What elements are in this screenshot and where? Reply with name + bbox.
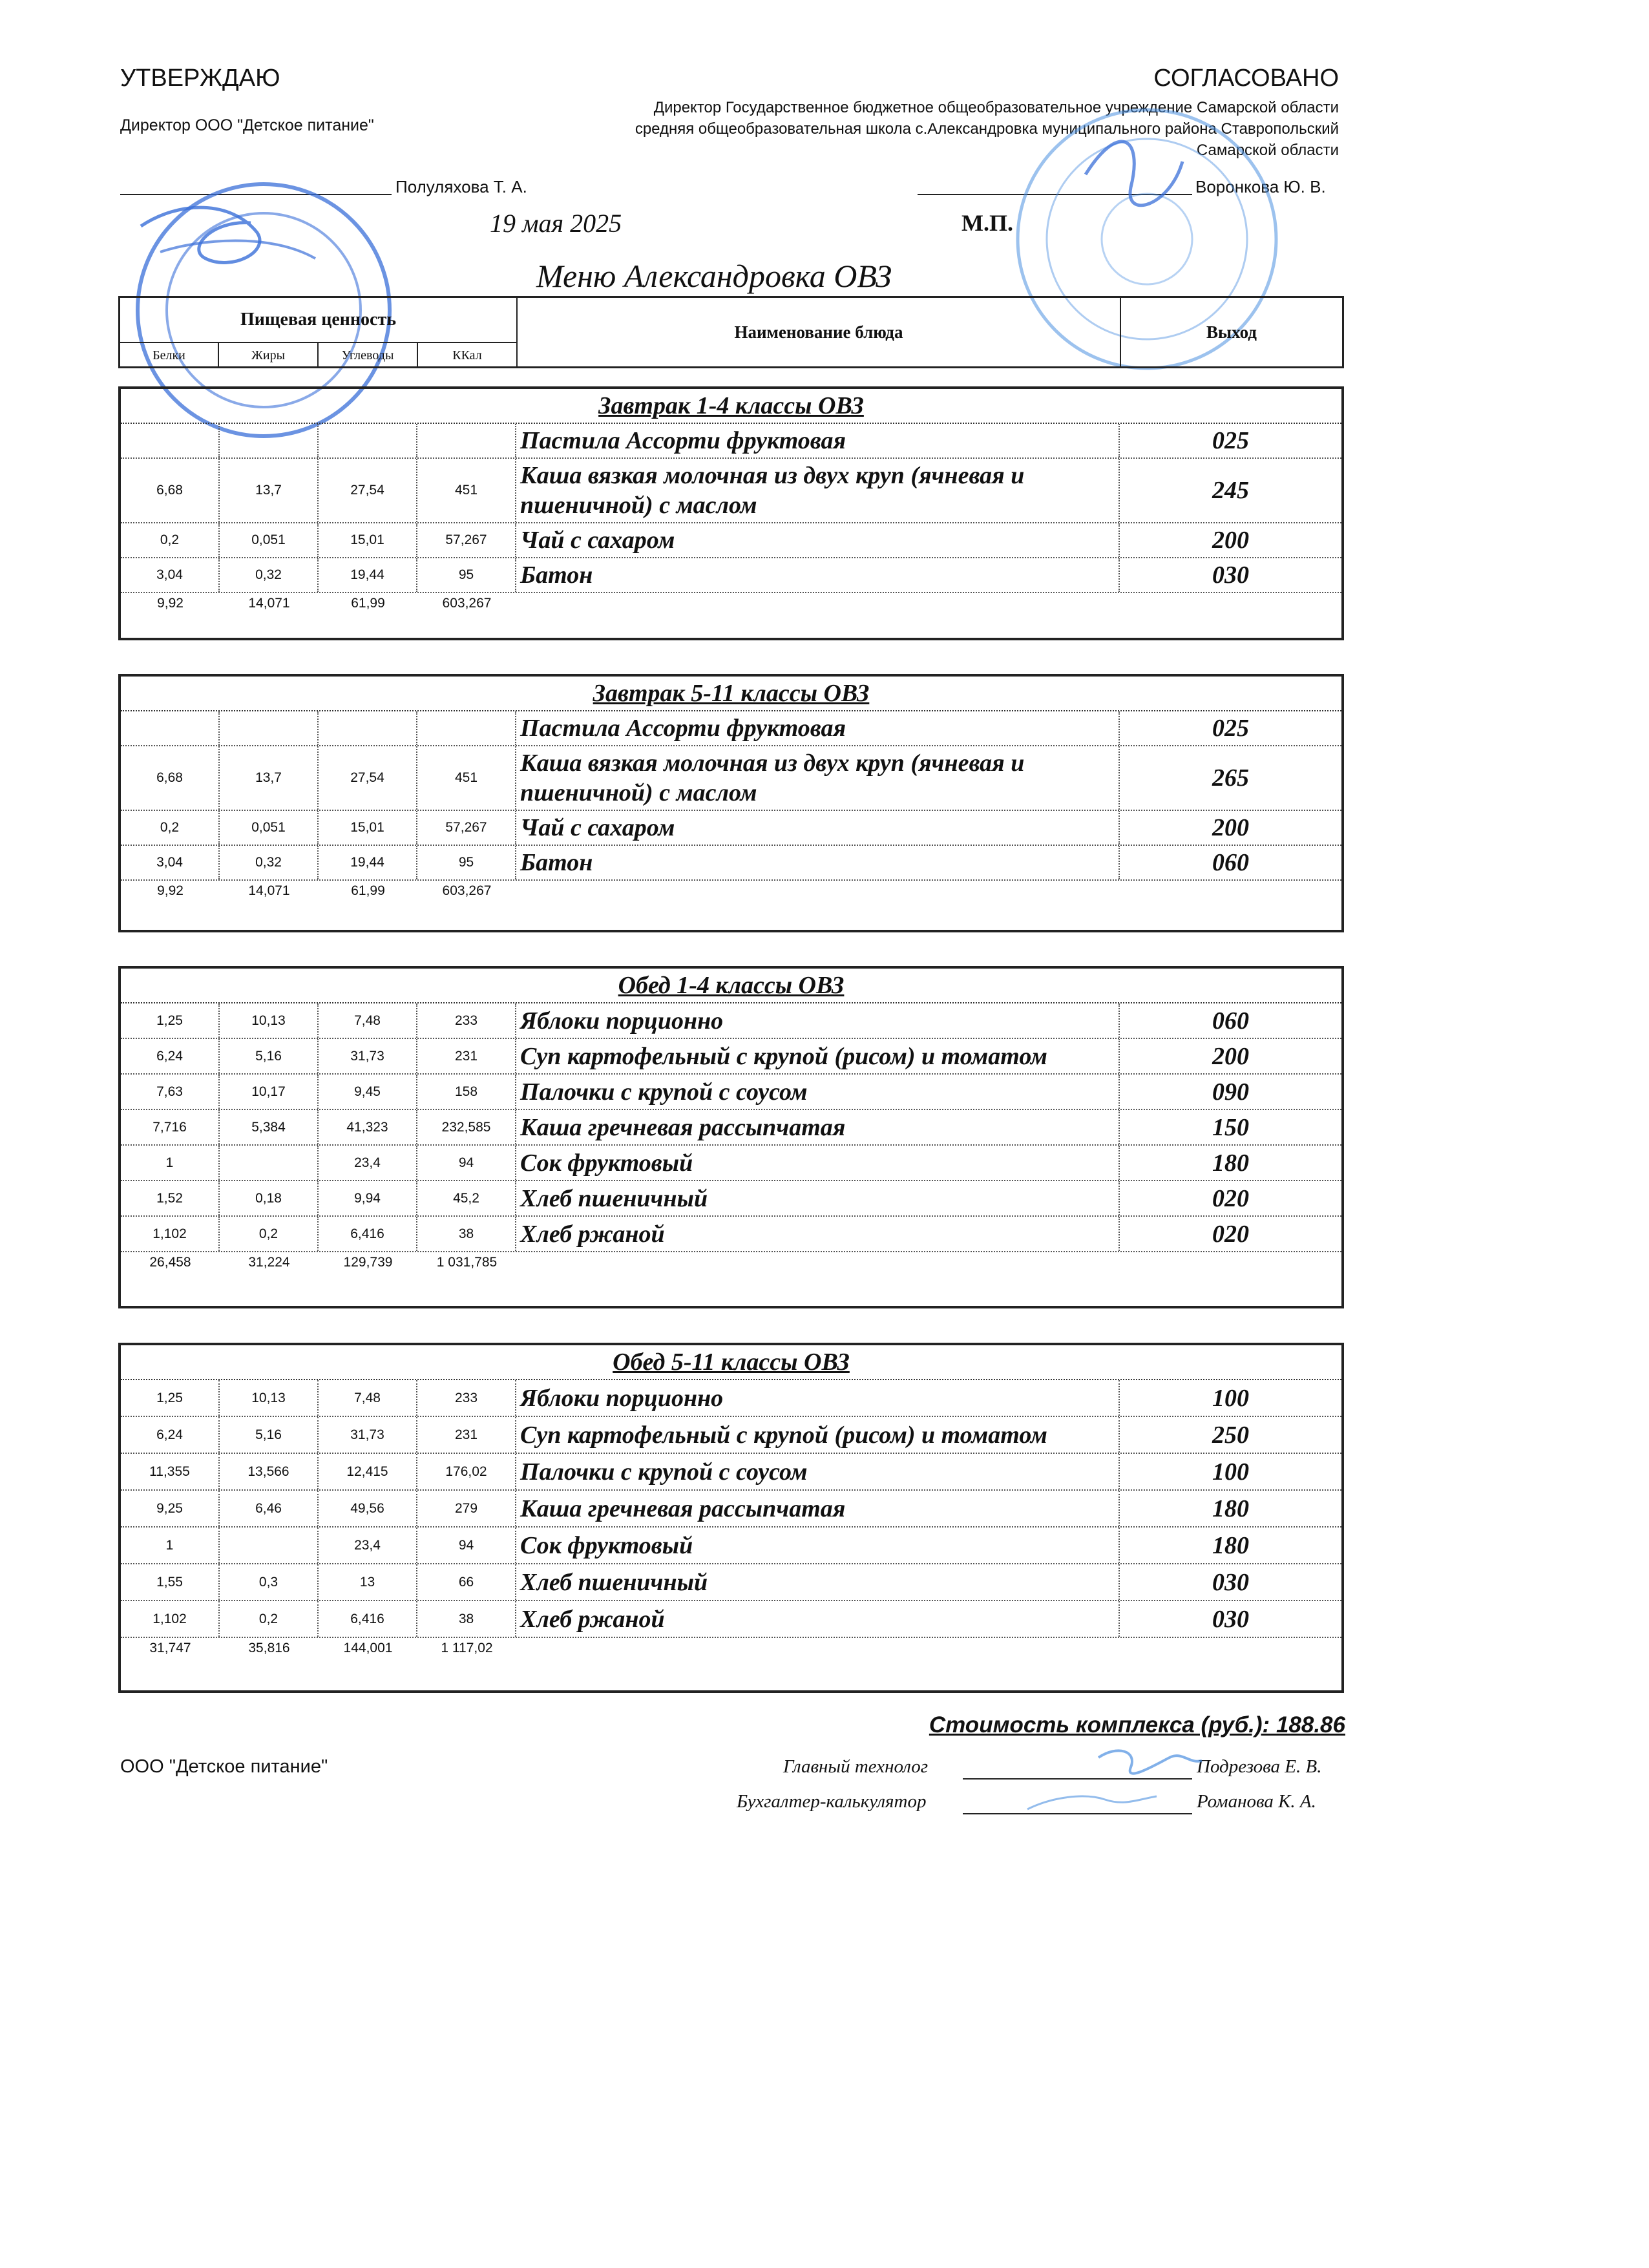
protein-total: 9,92 <box>157 883 184 898</box>
table-row <box>121 711 1341 746</box>
menu-section <box>118 674 1344 932</box>
dish-cell: Суп картофельный с крупой (рисом) и томатом <box>516 1417 1120 1453</box>
dish-cell: Хлеб пшеничный <box>516 1564 1120 1600</box>
table-row <box>121 811 1341 846</box>
carbs-total: 61,99 <box>351 883 385 898</box>
output-cell: 025 <box>1212 427 1249 454</box>
dish-cell: Палочки с крупой с соусом <box>516 1075 1120 1109</box>
accountant-label: Бухгалтер-калькулятор <box>737 1791 927 1812</box>
footer-signature-icon <box>1008 1738 1241 1829</box>
dish-cell: Каша вязкая молочная из двух круп (ячневая и пшеничной) с маслом <box>516 746 1120 810</box>
fat-cell <box>220 1528 319 1563</box>
section-title: Завтрак 5-11 классы ОВЗ <box>121 677 1341 711</box>
fat-cell: 5,16 <box>220 1417 319 1453</box>
protein-cell: 1,25 <box>121 1380 220 1416</box>
kcal-cell: 38 <box>417 1601 516 1637</box>
dish-cell: Пастила Ассорти фруктовая <box>516 711 1120 745</box>
carbs-cell: 15,01 <box>319 811 417 845</box>
table-row <box>121 846 1341 881</box>
approve-role: Директор ООО "Детское питание" <box>120 116 374 134</box>
kcal-cell: 233 <box>417 1380 516 1416</box>
fat-cell <box>220 424 319 457</box>
dish-cell: Чай с сахаром <box>516 811 1120 845</box>
menu-section <box>118 966 1344 1308</box>
kcal-cell: 66 <box>417 1564 516 1600</box>
protein-cell: 1 <box>121 1528 220 1563</box>
table-row <box>121 1146 1341 1181</box>
carbs-cell: 7,48 <box>319 1380 417 1416</box>
protein-cell: 1,102 <box>121 1601 220 1637</box>
protein-cell: 6,68 <box>121 459 220 522</box>
kcal-total: 603,267 <box>442 596 492 611</box>
approve-name: Полуляхова Т. А. <box>395 177 527 196</box>
output-cell: 200 <box>1212 527 1249 554</box>
protein-cell: 1,55 <box>121 1564 220 1600</box>
output-cell: 245 <box>1212 477 1249 504</box>
carbs-cell: 31,73 <box>319 1039 417 1073</box>
dish-cell: Суп картофельный с крупой (рисом) и томатом <box>516 1039 1120 1073</box>
fat-total: 31,224 <box>248 1255 290 1270</box>
dish-cell: Каша вязкая молочная из двух круп (ячневая и пшеничной) с маслом <box>516 459 1120 522</box>
kcal-cell: 232,585 <box>417 1110 516 1144</box>
table-row <box>121 1417 1341 1454</box>
kcal-cell: 231 <box>417 1417 516 1453</box>
total-row <box>121 1252 1341 1304</box>
page-title: Меню Александровка ОВЗ <box>536 258 892 294</box>
output-cell: 200 <box>1212 814 1249 841</box>
fat-total: 14,071 <box>248 596 290 611</box>
protein-cell: 3,04 <box>121 558 220 592</box>
kcal-heading: ККал <box>418 343 518 368</box>
protein-cell: 6,24 <box>121 1039 220 1073</box>
output-cell: 020 <box>1212 1184 1249 1212</box>
table-row <box>121 1491 1341 1528</box>
fat-cell: 0,32 <box>220 558 319 592</box>
total-row <box>121 1638 1341 1690</box>
carbs-cell: 19,44 <box>319 846 417 879</box>
protein-cell: 0,2 <box>121 523 220 557</box>
fat-total: 14,071 <box>248 883 290 898</box>
table-row <box>121 424 1341 459</box>
tech-name: Подрезова Е. В. <box>1197 1756 1322 1777</box>
carbs-heading: Углеводы <box>319 343 418 368</box>
carbs-cell: 9,94 <box>319 1181 417 1215</box>
protein-cell: 3,04 <box>121 846 220 879</box>
carbs-cell: 6,416 <box>319 1217 417 1251</box>
table-row <box>121 1075 1341 1110</box>
dish-cell: Палочки с крупой с соусом <box>516 1454 1120 1489</box>
table-row <box>121 1528 1341 1564</box>
protein-cell <box>121 424 220 457</box>
fat-cell: 13,7 <box>220 746 319 810</box>
menu-date: 19 мая 2025 <box>490 209 622 238</box>
agreed-heading: СОГЛАСОВАНО <box>1153 65 1339 92</box>
output-cell: 100 <box>1212 1458 1249 1486</box>
output-cell: 250 <box>1212 1421 1249 1449</box>
section-title: Обед 5-11 классы ОВЗ <box>121 1345 1341 1380</box>
carbs-total: 129,739 <box>343 1255 393 1270</box>
table-row <box>121 1601 1341 1638</box>
kcal-cell: 95 <box>417 846 516 879</box>
fat-cell: 0,32 <box>220 846 319 879</box>
fat-cell: 5,16 <box>220 1039 319 1073</box>
kcal-cell: 231 <box>417 1039 516 1073</box>
output-cell: 025 <box>1212 715 1249 742</box>
kcal-cell: 279 <box>417 1491 516 1526</box>
table-row <box>121 746 1341 811</box>
output-cell: 060 <box>1212 1007 1249 1034</box>
dish-cell: Чай с сахаром <box>516 523 1120 557</box>
carbs-total: 61,99 <box>351 596 385 611</box>
output-cell: 060 <box>1212 849 1249 876</box>
output-cell: 200 <box>1212 1042 1249 1070</box>
kcal-cell: 451 <box>417 746 516 810</box>
carbs-cell: 15,01 <box>319 523 417 557</box>
fat-cell: 0,2 <box>220 1217 319 1251</box>
kcal-cell: 233 <box>417 1003 516 1038</box>
fat-cell: 0,2 <box>220 1601 319 1637</box>
kcal-total: 1 031,785 <box>436 1255 498 1270</box>
protein-cell: 9,25 <box>121 1491 220 1526</box>
carbs-cell: 31,73 <box>319 1417 417 1453</box>
fat-cell: 10,13 <box>220 1003 319 1038</box>
fat-cell: 10,17 <box>220 1075 319 1109</box>
approve-heading: УТВЕРЖДАЮ <box>120 65 280 92</box>
kcal-cell: 451 <box>417 459 516 522</box>
carbs-total: 144,001 <box>343 1641 393 1655</box>
fat-heading: Жиры <box>219 343 319 368</box>
fat-cell <box>220 711 319 745</box>
kcal-cell: 158 <box>417 1075 516 1109</box>
output-cell: 265 <box>1212 764 1249 792</box>
output-heading: Выход <box>1206 322 1257 342</box>
kcal-cell: 94 <box>417 1528 516 1563</box>
kcal-cell: 45,2 <box>417 1181 516 1215</box>
dish-cell: Каша гречневая рассыпчатая <box>516 1110 1120 1144</box>
total-row <box>121 881 1341 926</box>
carbs-cell <box>319 424 417 457</box>
organization-name: ООО "Детское питание" <box>120 1756 328 1777</box>
fat-cell: 13,566 <box>220 1454 319 1489</box>
table-row <box>121 1380 1341 1417</box>
table-row <box>121 1217 1341 1252</box>
protein-cell: 11,355 <box>121 1454 220 1489</box>
protein-total: 31,747 <box>149 1641 191 1655</box>
table-row <box>121 1110 1341 1146</box>
menu-section <box>118 1343 1344 1693</box>
total-row <box>121 593 1341 638</box>
kcal-cell: 176,02 <box>417 1454 516 1489</box>
carbs-cell <box>319 711 417 745</box>
dish-cell: Яблоки порционно <box>516 1380 1120 1416</box>
table-row <box>121 558 1341 593</box>
output-cell: 150 <box>1212 1113 1249 1141</box>
protein-cell: 7,716 <box>121 1110 220 1144</box>
menu-section <box>118 386 1344 640</box>
dish-heading: Наименование блюда <box>518 298 1121 366</box>
output-cell: 030 <box>1212 562 1249 589</box>
dish-cell: Сок фруктовый <box>516 1146 1120 1180</box>
protein-cell: 1,102 <box>121 1217 220 1251</box>
fat-cell: 0,051 <box>220 811 319 845</box>
carbs-cell: 9,45 <box>319 1075 417 1109</box>
fat-cell: 13,7 <box>220 459 319 522</box>
fat-cell <box>220 1146 319 1180</box>
carbs-cell: 12,415 <box>319 1454 417 1489</box>
carbs-cell: 27,54 <box>319 746 417 810</box>
output-cell: 030 <box>1212 1568 1249 1596</box>
fat-cell: 0,3 <box>220 1564 319 1600</box>
protein-total: 26,458 <box>149 1255 191 1270</box>
output-cell: 100 <box>1212 1384 1249 1412</box>
protein-cell: 1,25 <box>121 1003 220 1038</box>
nutrition-heading: Пищевая ценность <box>120 298 518 343</box>
section-title: Завтрак 1-4 классы ОВЗ <box>121 389 1341 424</box>
table-row <box>121 523 1341 558</box>
output-cell: 180 <box>1212 1149 1249 1177</box>
dish-cell: Пастила Ассорти фруктовая <box>516 424 1120 457</box>
table-row <box>121 1003 1341 1039</box>
kcal-cell <box>417 711 516 745</box>
dish-cell: Хлеб ржаной <box>516 1217 1120 1251</box>
dish-cell: Батон <box>516 846 1120 879</box>
fat-cell: 5,384 <box>220 1110 319 1144</box>
table-row <box>121 459 1341 523</box>
protein-heading: Белки <box>120 343 219 368</box>
kcal-cell: 38 <box>417 1217 516 1251</box>
output-cell: 180 <box>1212 1531 1249 1559</box>
output-cell: 090 <box>1212 1078 1249 1106</box>
dish-cell: Каша гречневая рассыпчатая <box>516 1491 1120 1526</box>
protein-cell: 0,2 <box>121 811 220 845</box>
complex-cost: Стоимость комплекса (руб.): 188.86 <box>929 1712 1345 1738</box>
column-header <box>118 296 1344 368</box>
kcal-cell: 95 <box>417 558 516 592</box>
carbs-cell: 23,4 <box>319 1528 417 1563</box>
protein-cell: 7,63 <box>121 1075 220 1109</box>
tech-label: Главный технолог <box>783 1756 929 1777</box>
stamp-place-label: М.П. <box>961 210 1013 236</box>
kcal-cell <box>417 424 516 457</box>
fat-cell: 0,051 <box>220 523 319 557</box>
table-row <box>121 1454 1341 1491</box>
output-cell: 030 <box>1212 1605 1249 1633</box>
kcal-total: 1 117,02 <box>441 1641 493 1655</box>
protein-cell <box>121 711 220 745</box>
carbs-cell: 13 <box>319 1564 417 1600</box>
dish-cell: Сок фруктовый <box>516 1528 1120 1563</box>
carbs-cell: 49,56 <box>319 1491 417 1526</box>
agreed-name: Воронкова Ю. В. <box>1195 177 1326 196</box>
table-row <box>121 1181 1341 1217</box>
table-row <box>121 1039 1341 1075</box>
carbs-cell: 41,323 <box>319 1110 417 1144</box>
fat-cell: 6,46 <box>220 1491 319 1526</box>
output-cell: 180 <box>1212 1495 1249 1522</box>
protein-cell: 1,52 <box>121 1181 220 1215</box>
carbs-cell: 7,48 <box>319 1003 417 1038</box>
fat-cell: 0,18 <box>220 1181 319 1215</box>
dish-cell: Батон <box>516 558 1120 592</box>
protein-cell: 1 <box>121 1146 220 1180</box>
protein-total: 9,92 <box>157 596 184 611</box>
kcal-cell: 57,267 <box>417 811 516 845</box>
dish-cell: Яблоки порционно <box>516 1003 1120 1038</box>
accountant-name: Романова К. А. <box>1197 1791 1316 1812</box>
dish-cell: Хлеб ржаной <box>516 1601 1120 1637</box>
protein-cell: 6,68 <box>121 746 220 810</box>
carbs-cell: 6,416 <box>319 1601 417 1637</box>
kcal-total: 603,267 <box>442 883 492 898</box>
table-row <box>121 1564 1341 1601</box>
dish-cell: Хлеб пшеничный <box>516 1181 1120 1215</box>
agreed-role: Директор Государственное бюджетное общеобразовательное учреждение Самарской области средняя общеобразовательная школа с.Александровка муниципального района Ставропольский Самарской области <box>635 99 1339 159</box>
fat-cell: 10,13 <box>220 1380 319 1416</box>
carbs-cell: 19,44 <box>319 558 417 592</box>
carbs-cell: 23,4 <box>319 1146 417 1180</box>
kcal-cell: 57,267 <box>417 523 516 557</box>
output-cell: 020 <box>1212 1220 1249 1248</box>
section-title: Обед 1-4 классы ОВЗ <box>121 969 1341 1003</box>
fat-total: 35,816 <box>248 1641 290 1655</box>
kcal-cell: 94 <box>417 1146 516 1180</box>
carbs-cell: 27,54 <box>319 459 417 522</box>
protein-cell: 6,24 <box>121 1417 220 1453</box>
